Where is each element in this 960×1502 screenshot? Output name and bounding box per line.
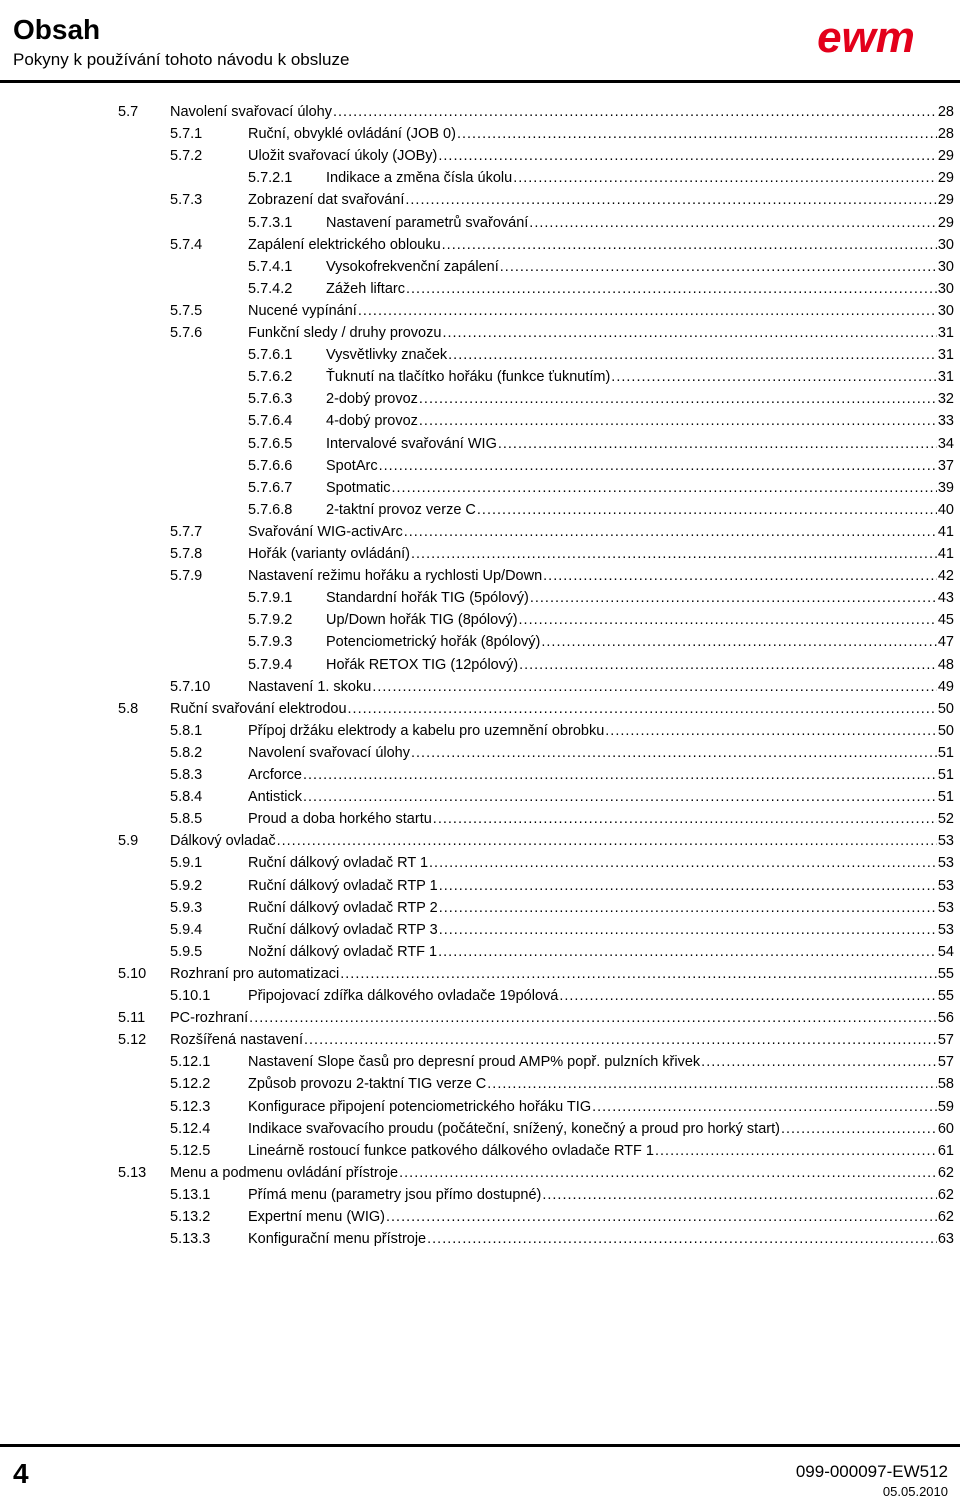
toc-leader-dots <box>442 323 936 343</box>
toc-entry[interactable] <box>0 699 960 719</box>
toc-entry-number: 5.9.1 <box>170 855 203 872</box>
toc-entry-title: Nožní dálkový ovladač RTF 1 <box>248 943 438 960</box>
toc-entry-title: Nastavení režimu hořáku a rychlosti Up/Down <box>248 568 543 585</box>
toc-leader-dots <box>542 1185 937 1205</box>
document-id: 099-000097-EW512 <box>795 1462 948 1481</box>
toc-leader-dots <box>419 389 937 409</box>
toc-leader-dots <box>399 1163 937 1183</box>
toc-entry[interactable] <box>0 168 960 188</box>
toc-entry-page: 29 <box>937 192 954 209</box>
toc-entry[interactable] <box>0 898 960 918</box>
toc-entry-number: 5.8.4 <box>170 789 203 806</box>
toc-entry-number: 5.9.4 <box>170 921 203 938</box>
toc-entry-page: 30 <box>937 302 954 319</box>
toc-entry-title: Ruční dálkový ovladač RT 1 <box>248 855 429 872</box>
toc-entry[interactable] <box>0 1141 960 1161</box>
toc-leader-dots <box>457 124 937 144</box>
toc-entry-page: 60 <box>937 1120 954 1137</box>
toc-entry-title: Nastavení 1. skoku <box>248 678 372 695</box>
toc-leader-dots <box>429 853 937 873</box>
toc-entry-number: 5.7.2 <box>170 148 203 165</box>
toc-leader-dots <box>487 1074 937 1094</box>
toc-entry-number: 5.7.6 <box>170 325 203 341</box>
toc-entry-title: Ruční dálkový ovladač RTP 2 <box>248 899 438 916</box>
toc-entry-title: Navolení svařovací úlohy <box>248 744 410 761</box>
toc-leader-dots <box>411 743 937 763</box>
toc-leader-dots <box>391 478 936 498</box>
toc-entry-title: Rozhraní pro automatizaci <box>170 965 340 982</box>
toc-entry-title: Up/Down hořák TIG (8pólový) <box>326 612 518 629</box>
toc-entry-title: Arcforce <box>248 767 302 783</box>
toc-leader-dots <box>605 721 937 741</box>
toc-entry-number: 5.13.2 <box>170 1209 211 1225</box>
toc-entry[interactable] <box>0 323 960 343</box>
toc-entry-page: 43 <box>937 590 954 607</box>
toc-entry[interactable] <box>0 920 960 940</box>
toc-entry-page: 55 <box>937 965 954 982</box>
page-number: 4 <box>13 1458 29 1489</box>
ewm-logo-text: ewm <box>817 16 915 58</box>
toc-entry[interactable] <box>0 721 960 741</box>
toc-entry-number: 5.7.9.1 <box>248 590 293 607</box>
toc-entry-title: SpotArc <box>326 457 378 474</box>
toc-entry[interactable] <box>0 367 960 387</box>
toc-entry-number: 5.12.1 <box>170 1054 211 1071</box>
toc-entry[interactable] <box>0 257 960 277</box>
toc-entry-number: 5.8.1 <box>170 722 203 739</box>
toc-entry[interactable] <box>0 434 960 454</box>
toc-entry-number: 5.7.6.2 <box>248 369 293 386</box>
toc-entry-page: 51 <box>937 789 954 806</box>
toc-entry[interactable] <box>0 809 960 829</box>
toc-entry-page: 58 <box>937 1076 954 1093</box>
toc-leader-dots <box>530 588 937 608</box>
toc-entry-title: 2-dobý provoz <box>326 391 418 408</box>
toc-entry-page: 53 <box>937 921 954 938</box>
toc-entry-title: Ruční dálkový ovladač RTP 3 <box>248 921 438 938</box>
toc-entry-title: Vysokofrekvenční zapálení <box>326 258 499 275</box>
toc-entry-page: 30 <box>937 236 954 253</box>
toc-entry-page: 53 <box>937 833 954 850</box>
toc-entry-number: 5.12.2 <box>170 1076 211 1093</box>
footer-rule <box>0 1444 960 1447</box>
toc-leader-dots <box>529 213 937 233</box>
toc-entry-title: Konfigurace připojení potenciometrického hořáku TIG <box>248 1098 592 1115</box>
toc-leader-dots <box>439 920 937 940</box>
toc-leader-dots <box>358 301 937 321</box>
toc-entry-number: 5.10.1 <box>170 988 211 1004</box>
toc-leader-dots <box>439 876 937 896</box>
toc-leader-dots <box>513 168 937 188</box>
toc-entry-page: 28 <box>937 126 954 143</box>
toc-entry-title: Připojovací zdířka dálkového ovladače 19pólová <box>248 988 559 1004</box>
toc-entry[interactable] <box>0 1207 960 1227</box>
toc-entry[interactable] <box>0 610 960 630</box>
toc-entry-title: Nastavení parametrů svařování <box>326 214 529 231</box>
toc-entry-title: Zobrazení dat svařování <box>248 192 405 209</box>
toc-entry[interactable] <box>0 831 960 851</box>
toc-entry-number: 5.7.6.6 <box>248 457 293 474</box>
toc-entry-page: 42 <box>937 568 954 585</box>
toc-leader-dots <box>543 566 937 586</box>
toc-entry-page: 40 <box>937 501 954 518</box>
toc-entry-page: 62 <box>937 1209 954 1225</box>
toc-entry-page: 39 <box>937 479 954 496</box>
toc-leader-dots <box>592 1097 937 1117</box>
toc-entry-number: 5.7.1 <box>170 126 203 143</box>
toc-entry-title: Lineárně rostoucí funkce patkového dálkového ovladače RTF 1 <box>248 1142 654 1159</box>
toc-entry-title: 4-dobý provoz <box>326 413 418 430</box>
toc-entry-title: Ťuknutí na tlačítko hořáku (funkce ťuknutím) <box>326 369 611 386</box>
toc-entry-page: 55 <box>937 988 954 1004</box>
toc-entry-title: Zapálení elektrického oblouku <box>248 236 441 253</box>
toc-entry-title: Nucené vypínání <box>248 302 357 319</box>
toc-entry-number: 5.7.6.3 <box>248 391 293 408</box>
toc-entry[interactable] <box>0 102 960 122</box>
toc-entry[interactable] <box>0 942 960 962</box>
toc-entry[interactable] <box>0 1163 960 1183</box>
toc-entry-title: Způsob provozu 2-taktní TIG verze C <box>248 1076 487 1093</box>
toc-leader-dots <box>411 544 937 564</box>
toc-entry-page: 31 <box>937 325 954 341</box>
toc-entry-page: 28 <box>937 104 954 120</box>
toc-entry[interactable] <box>0 544 960 564</box>
toc-entry-title: 2-taktní provoz verze C <box>326 501 476 518</box>
toc-leader-dots <box>477 500 937 520</box>
toc-entry-page: 37 <box>937 457 954 474</box>
toc-entry-title: Zážeh liftarc <box>326 280 405 297</box>
toc-entry-page: 33 <box>937 413 954 430</box>
toc-entry-number: 5.13 <box>118 1164 147 1181</box>
toc-entry-number: 5.8.2 <box>170 744 203 761</box>
toc-entry-number: 5.13.1 <box>170 1186 211 1203</box>
toc-entry-title: Menu a podmenu ovládání přístroje <box>170 1164 399 1181</box>
toc-entry[interactable] <box>0 986 960 1006</box>
toc-entry-page: 50 <box>937 700 954 717</box>
toc-entry-page: 49 <box>937 678 954 695</box>
toc-entry-title: Funkční sledy / druhy provozu <box>248 325 442 341</box>
toc-leader-dots <box>439 898 937 918</box>
toc-entry-number: 5.7.4 <box>170 236 203 253</box>
toc-entry-page: 30 <box>937 280 954 297</box>
ewm-logo <box>796 16 936 58</box>
toc-entry-number: 5.7.3 <box>170 192 203 209</box>
toc-entry-number: 5.7.10 <box>170 678 211 695</box>
toc-entry-title: Ruční, obvyklé ovládání (JOB 0) <box>248 126 456 143</box>
toc-leader-dots <box>438 146 937 166</box>
document-date: 05.05.2010 <box>882 1484 948 1499</box>
toc-leader-dots <box>386 1207 937 1227</box>
toc-leader-dots <box>303 787 937 807</box>
toc-entry-number: 5.13.3 <box>170 1231 211 1248</box>
toc-leader-dots <box>405 190 936 210</box>
toc-entry[interactable] <box>0 743 960 763</box>
toc-entry-page: 47 <box>937 634 954 651</box>
toc-entry-page: 52 <box>937 811 954 828</box>
toc-entry[interactable] <box>0 478 960 498</box>
toc-entry[interactable] <box>0 876 960 896</box>
toc-leader-dots <box>519 655 937 675</box>
toc-entry-title: Potenciometrický hořák (8pólový) <box>326 634 541 651</box>
toc-entry-number: 5.12.5 <box>170 1142 211 1159</box>
toc-entry-title: Ruční svařování elektrodou <box>170 700 347 717</box>
toc-leader-dots <box>303 765 937 785</box>
header-rule <box>0 80 960 83</box>
toc-entry-page: 51 <box>937 744 954 761</box>
toc-entry-title: Nastavení Slope časů pro depresní proud AMP% popř. pulzních křivek <box>248 1054 701 1071</box>
toc-entry[interactable] <box>0 213 960 233</box>
toc-entry-page: 63 <box>937 1231 954 1248</box>
toc-entry-title: Expertní menu (WIG) <box>248 1209 385 1225</box>
toc-entry-title: Dálkový ovladač <box>170 833 276 850</box>
toc-entry-page: 41 <box>937 523 954 540</box>
toc-leader-dots <box>249 1008 937 1028</box>
toc-entry[interactable] <box>0 522 960 542</box>
toc-entry-page: 54 <box>937 943 954 960</box>
toc-leader-dots <box>781 1119 937 1139</box>
toc-entry[interactable] <box>0 964 960 984</box>
toc-entry[interactable] <box>0 588 960 608</box>
toc-entry-page: 31 <box>937 369 954 386</box>
toc-entry-page: 62 <box>937 1164 954 1181</box>
toc-entry[interactable] <box>0 765 960 785</box>
toc-entry-number: 5.7.9 <box>170 568 203 585</box>
toc-entry-title: Antistick <box>248 789 302 806</box>
toc-entry-page: 57 <box>937 1032 954 1049</box>
toc-entry[interactable] <box>0 1229 960 1249</box>
toc-entry-number: 5.7.9.3 <box>248 634 293 651</box>
toc-entry-title: Hořák (varianty ovládání) <box>248 546 410 562</box>
toc-entry-page: 62 <box>937 1186 954 1203</box>
toc-entry[interactable] <box>0 389 960 409</box>
toc-entry-number: 5.12.4 <box>170 1120 211 1137</box>
toc-entry[interactable] <box>0 1052 960 1072</box>
toc-leader-dots <box>333 102 937 122</box>
toc-entry-number: 5.7.6.1 <box>248 347 293 364</box>
toc-leader-dots <box>519 610 937 630</box>
toc-entry-title: Standardní hořák TIG (5pólový) <box>326 590 529 607</box>
toc-entry-page: 29 <box>937 214 954 231</box>
toc-entry-title: Spotmatic <box>326 479 391 496</box>
toc-entry-number: 5.7.3.1 <box>248 214 293 231</box>
toc-entry[interactable] <box>0 456 960 476</box>
toc-entry-page: 53 <box>937 855 954 872</box>
toc-entry-page: 29 <box>937 170 954 187</box>
toc-leader-dots <box>541 632 936 652</box>
toc-leader-dots <box>304 1030 937 1050</box>
toc-entry-number: 5.7.4.1 <box>248 258 293 275</box>
toc-entry-number: 5.9.5 <box>170 943 203 960</box>
toc-entry-page: 59 <box>937 1098 954 1115</box>
toc-entry-page: 32 <box>937 391 954 408</box>
toc-entry[interactable] <box>0 411 960 431</box>
toc-entry-page: 45 <box>937 612 954 629</box>
toc-entry-title: Navolení svařovací úlohy <box>170 104 332 120</box>
toc-entry-title: Ruční dálkový ovladač RTP 1 <box>248 877 438 894</box>
page-subtitle: Pokyny k používání tohoto návodu k obsluze <box>13 50 350 69</box>
toc-entry-number: 5.7.6.5 <box>248 435 293 452</box>
toc-leader-dots <box>340 964 937 984</box>
toc-entry-page: 56 <box>937 1010 954 1027</box>
toc-entry-page: 29 <box>937 148 954 165</box>
toc-entry-title: PC-rozhraní <box>170 1010 249 1027</box>
toc-entry-number: 5.7.2.1 <box>248 170 293 187</box>
toc-entry-title: Svařování WIG-activArc <box>248 523 403 540</box>
toc-entry-number: 5.7.6.4 <box>248 413 293 430</box>
toc-entry-title: Indikace svařovacího proudu (počáteční, snížený, konečný a proud pro horký start) <box>248 1120 780 1137</box>
toc-entry-page: 31 <box>937 347 954 364</box>
toc-leader-dots <box>701 1052 937 1072</box>
toc-entry[interactable] <box>0 1074 960 1094</box>
toc-entry-number: 5.7.6.8 <box>248 501 293 518</box>
toc-entry-page: 50 <box>937 722 954 739</box>
toc-entry-page: 41 <box>937 546 954 562</box>
toc-entry[interactable] <box>0 566 960 586</box>
toc-leader-dots <box>277 831 937 851</box>
toc-entry-page: 61 <box>937 1142 954 1159</box>
toc-entry[interactable] <box>0 190 960 210</box>
toc-entry-page: 53 <box>937 899 954 916</box>
toc-leader-dots <box>438 942 937 962</box>
toc-entry[interactable] <box>0 1185 960 1205</box>
toc-entry-title: Vysvětlivky značek <box>326 347 448 364</box>
toc-entry-number: 5.7.5 <box>170 302 203 319</box>
toc-leader-dots <box>611 367 937 387</box>
toc-leader-dots <box>348 699 937 719</box>
toc-entry-title: Konfigurační menu přístroje <box>248 1231 427 1248</box>
toc-entry-title: Rozšířená nastavení <box>170 1032 303 1049</box>
toc-entry-number: 5.7 <box>118 104 139 120</box>
toc-entry-number: 5.8.5 <box>170 811 203 828</box>
toc-entry[interactable] <box>0 124 960 144</box>
toc-entry-number: 5.7.6.7 <box>248 479 293 496</box>
toc-entry-page: 57 <box>937 1054 954 1071</box>
toc-entry-title: Intervalové svařování WIG <box>326 435 497 452</box>
toc-entry-title: Uložit svařovací úkoly (JOBy) <box>248 148 438 165</box>
toc-leader-dots <box>498 434 937 454</box>
toc-entry-number: 5.7.9.4 <box>248 656 293 673</box>
toc-entry-page: 53 <box>937 877 954 894</box>
toc-entry-page: 34 <box>937 435 954 452</box>
toc-entry-number: 5.9.3 <box>170 899 203 916</box>
toc-leader-dots <box>427 1229 937 1249</box>
toc-leader-dots <box>500 257 937 277</box>
toc-entry[interactable] <box>0 279 960 299</box>
toc-entry[interactable] <box>0 655 960 675</box>
toc-entry[interactable] <box>0 632 960 652</box>
toc-entry-title: Indikace a změna čísla úkolu <box>326 170 513 187</box>
toc-leader-dots <box>372 677 937 697</box>
toc-leader-dots <box>448 345 937 365</box>
toc-leader-dots <box>655 1141 937 1161</box>
toc-entry-number: 5.8.3 <box>170 767 203 783</box>
toc-entry[interactable] <box>0 1008 960 1028</box>
toc-entry[interactable] <box>0 787 960 807</box>
toc-entry[interactable] <box>0 677 960 697</box>
toc-leader-dots <box>379 456 937 476</box>
toc-entry-number: 5.12 <box>118 1032 147 1049</box>
toc-entry-number: 5.7.4.2 <box>248 280 293 297</box>
page-title: Obsah <box>13 14 101 45</box>
toc-entry-number: 5.9 <box>118 833 139 850</box>
toc-entry-title: Přímá menu (parametry jsou přímo dostupné) <box>248 1186 542 1203</box>
toc-entry[interactable] <box>0 1119 960 1139</box>
toc-entry-number: 5.9.2 <box>170 877 203 894</box>
toc-entry-page: 30 <box>937 258 954 275</box>
toc-leader-dots <box>404 522 937 542</box>
toc-entry-number: 5.12.3 <box>170 1098 211 1115</box>
toc-leader-dots <box>406 279 937 299</box>
toc-entry-title: Hořák RETOX TIG (12pólový) <box>326 656 519 673</box>
toc-entry-number: 5.7.8 <box>170 546 203 562</box>
toc-entry-title: Proud a doba horkého startu <box>248 811 432 828</box>
toc-entry-number: 5.8 <box>118 700 139 717</box>
toc-entry-number: 5.11 <box>118 1010 146 1027</box>
toc-entry-number: 5.7.7 <box>170 523 203 540</box>
toc-leader-dots <box>442 235 937 255</box>
toc-entry-number: 5.10 <box>118 965 147 982</box>
toc-entry[interactable] <box>0 1030 960 1050</box>
toc-entry-page: 51 <box>937 767 954 783</box>
toc-entry-title: Přípoj držáku elektrody a kabelu pro uzemnění obrobku <box>248 722 605 739</box>
toc-entry[interactable] <box>0 1097 960 1117</box>
toc-entry[interactable] <box>0 235 960 255</box>
toc-entry[interactable] <box>0 345 960 365</box>
toc-entry[interactable] <box>0 853 960 873</box>
toc-entry[interactable] <box>0 500 960 520</box>
toc-entry[interactable] <box>0 146 960 166</box>
toc-entry[interactable] <box>0 301 960 321</box>
toc-leader-dots <box>419 411 937 431</box>
toc-entry-page: 48 <box>937 656 954 673</box>
toc-leader-dots <box>433 809 937 829</box>
toc-leader-dots <box>559 986 937 1006</box>
toc-entry-number: 5.7.9.2 <box>248 612 293 629</box>
